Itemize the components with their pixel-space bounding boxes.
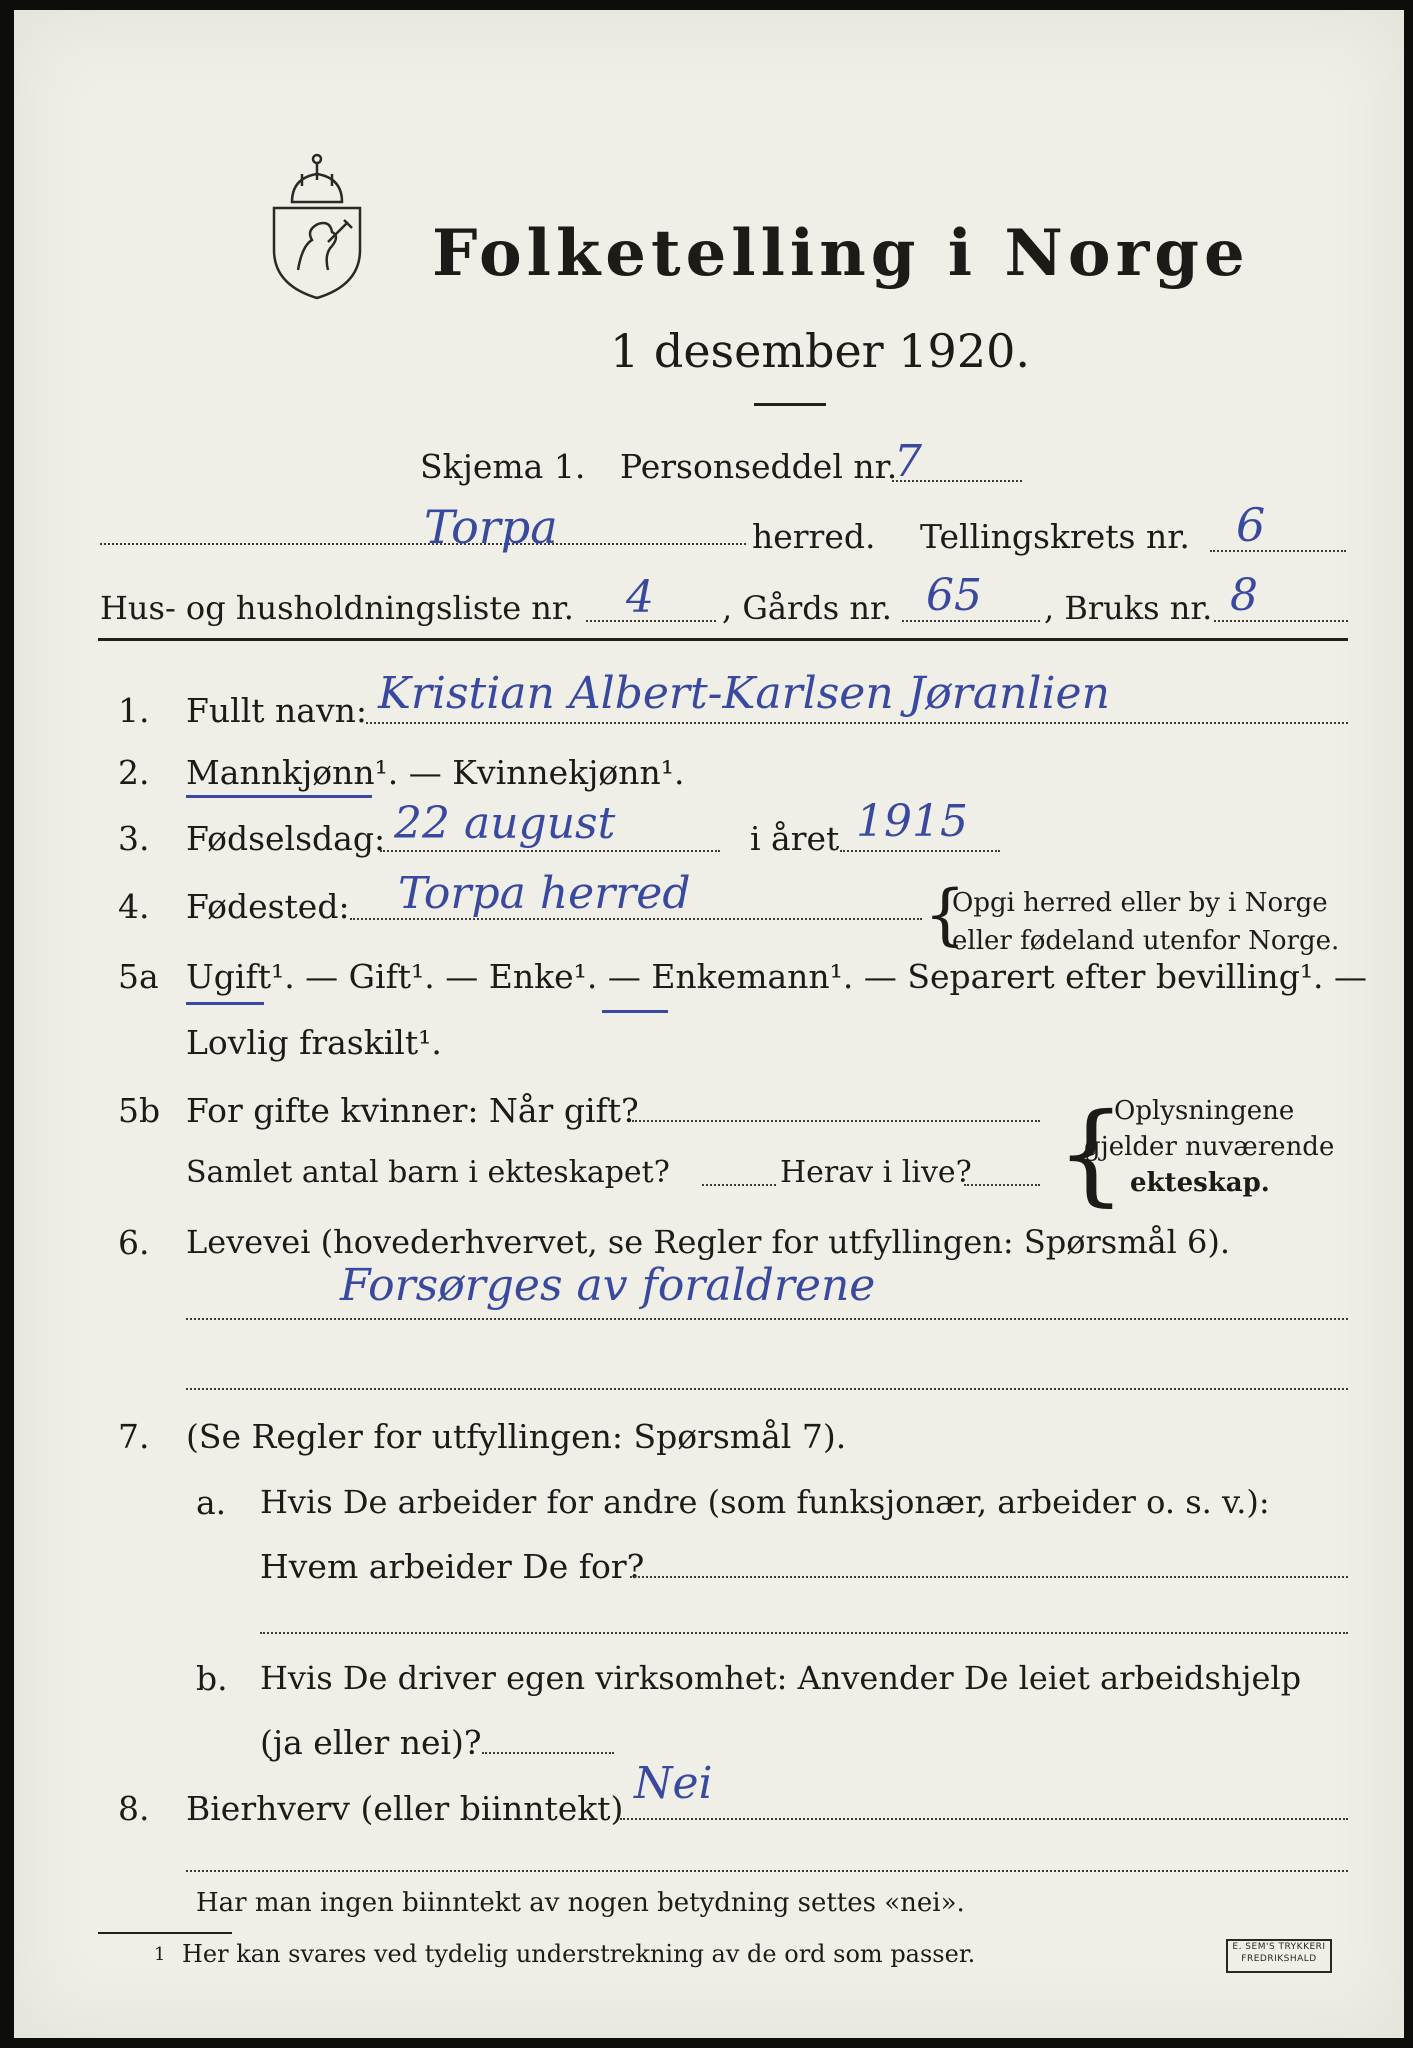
printer-stamp <box>1226 1939 1332 1973</box>
q7a-line2: Hvem arbeider De for? <box>260 1547 645 1586</box>
tellingskrets-label: Tellingskrets nr. <box>920 517 1190 556</box>
q5b-line2: Samlet antal barn i ekteskapet? <box>186 1155 670 1190</box>
q8-note: Har man ingen biinntekt av nogen betydning settes «nei». <box>196 1888 965 1918</box>
footnote-separator <box>98 1932 232 1934</box>
footnote-mark: 1 <box>154 1944 166 1965</box>
tellingskrets-value: 6 <box>1236 498 1266 552</box>
q8-label: Bierhverv (eller biinntekt) <box>186 1789 624 1828</box>
q5b-line1: For gifte kvinner: Når gift? <box>186 1091 639 1130</box>
q6-label: Levevei (hovederhvervet, se Regler for utfyllingen: Spørsmål 6). <box>186 1223 1231 1261</box>
census-form-sheet <box>14 10 1404 2038</box>
q1-line <box>366 722 1348 724</box>
q2-number: 2. <box>118 753 150 792</box>
q5b-note-line1: Oplysningene <box>1114 1096 1295 1126</box>
gards-value: 65 <box>926 570 982 621</box>
q5b-herav-label: Herav i live? <box>780 1155 972 1190</box>
mannkjonn-underline <box>186 795 372 798</box>
bruks-label: , Bruks nr. <box>1044 589 1213 627</box>
q7b-answer-line <box>482 1752 614 1754</box>
tellingskrets-line <box>1210 550 1346 552</box>
printer-stamp-line1: E. SEM'S TRYKKERI <box>1232 1942 1326 1952</box>
hus-value: 4 <box>626 572 654 623</box>
q6-number: 6. <box>118 1223 150 1262</box>
birth-day-value: 22 august <box>394 798 616 849</box>
census-date: 1 desember 1920. <box>610 324 1030 378</box>
q5b-children-line <box>702 1184 776 1186</box>
personseddel-value: 7 <box>894 436 922 487</box>
q5b-note-line3: ekteskap. <box>1130 1168 1270 1198</box>
printer-stamp-line2: FREDRIKSHALD <box>1241 1954 1317 1964</box>
title-divider <box>754 403 826 406</box>
q7b-letter: b. <box>196 1659 228 1698</box>
birthplace-value: Torpa herred <box>398 868 691 919</box>
q8-number: 8. <box>118 1789 150 1828</box>
q7b-line1: Hvis De driver egen virksomhet: Anvender De leiet arbeidshjelp <box>260 1659 1302 1697</box>
q7a-line1: Hvis De arbeider for andre (som funksjonær, arbeider o. s. v.): <box>260 1483 1270 1521</box>
q3-year-line <box>840 850 1000 852</box>
q7-label: (Se Regler for utfyllingen: Spørsmål 7). <box>186 1417 847 1456</box>
q3-day-line <box>380 850 720 852</box>
q3-number: 3. <box>118 819 150 858</box>
q5a-number: 5a <box>118 957 159 996</box>
herred-label: herred. <box>752 517 876 556</box>
header-separator <box>98 638 1348 641</box>
gards-label: , Gårds nr. <box>722 589 892 627</box>
q8-line <box>620 1818 1348 1820</box>
q5b-alive-line <box>964 1184 1040 1186</box>
form-title: Folketelling i Norge <box>432 216 1250 291</box>
q5b-married-line <box>632 1120 1040 1122</box>
q3-label: Fødselsdag: <box>186 819 386 858</box>
q7a-letter: a. <box>196 1483 227 1522</box>
schema-label: Skjema 1. <box>420 447 586 486</box>
q5b-note-line2: gjelder nuværende <box>1084 1132 1335 1162</box>
q7a-employer-line <box>630 1576 1348 1578</box>
q1-label: Fullt navn: <box>186 691 367 730</box>
q7b-line2: (ja eller nei)? <box>260 1723 482 1762</box>
q4-note-line2: eller fødeland utenfor Norge. <box>952 926 1340 956</box>
q7-number: 7. <box>118 1417 150 1456</box>
occupation-value: Forsørges av foraldrene <box>340 1260 876 1311</box>
side-income-value: Nei <box>634 1758 713 1809</box>
birth-year-value: 1915 <box>856 796 968 847</box>
q5a-line2: Lovlig fraskilt¹. <box>186 1023 442 1062</box>
q4-brace: { <box>924 876 966 953</box>
q5b-brace: { <box>1056 1089 1126 1217</box>
blue-stroke-mark <box>602 1010 668 1013</box>
footnote-text: Her kan svares ved tydelig understrekning av de ord som passer. <box>182 1940 976 1968</box>
bruks-value: 8 <box>1230 570 1258 621</box>
q1-number: 1. <box>118 691 150 730</box>
norwegian-coat-of-arms-icon <box>262 150 372 300</box>
q2-options: Mannkjønn¹. — Kvinnekjønn¹. <box>186 753 685 792</box>
q7a-extra-line <box>260 1632 1348 1634</box>
full-name-value: Kristian Albert-Karlsen Jøranlien <box>378 668 1110 719</box>
q4-number: 4. <box>118 887 150 926</box>
personseddel-label: Personseddel nr. <box>620 447 898 486</box>
hus-label: Hus- og husholdningsliste nr. <box>100 589 574 627</box>
herred-value: Torpa <box>424 500 558 554</box>
q4-note-line1: Opgi herred eller by i Norge <box>952 888 1328 918</box>
q6-line1 <box>186 1318 1348 1320</box>
q5b-number: 5b <box>118 1091 161 1130</box>
q8-extra-line <box>186 1870 1348 1872</box>
q5a-line1: Ugift¹. — Gift¹. — Enke¹. — Enkemann¹. — Separert efter bevilling¹. — <box>186 957 1368 996</box>
q6-line2 <box>186 1388 1348 1390</box>
q4-label: Fødested: <box>186 887 350 926</box>
q3-year-label: i året <box>750 819 840 858</box>
ugift-underline <box>186 1002 264 1005</box>
herred-line <box>100 543 746 545</box>
